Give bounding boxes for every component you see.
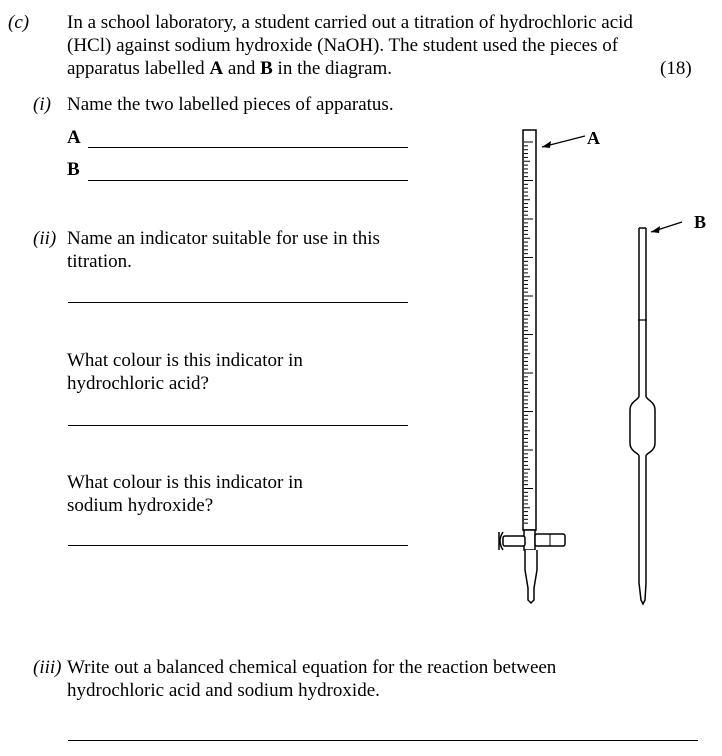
- part-label: (c): [8, 12, 30, 33]
- diagram-label-a: A: [587, 128, 600, 148]
- marks: (18): [660, 58, 692, 79]
- base-colour-answer-line[interactable]: [68, 545, 408, 546]
- q3-text-2: hydrochloric acid and sodium hydroxide.: [67, 680, 380, 701]
- intro-line-3: apparatus labelled A and B in the diagram.: [67, 58, 393, 79]
- equation-answer-line[interactable]: [68, 740, 698, 741]
- answer-b-label: B: [67, 159, 80, 180]
- burette: [499, 130, 565, 603]
- acid-question-2: hydrochloric acid?: [67, 373, 209, 394]
- diagram-label-b: B: [694, 212, 707, 232]
- q1-label: (i): [33, 94, 51, 115]
- intro-line-1: In a school laboratory, a student carried out a titration of hydrochloric acid: [67, 12, 633, 33]
- q2-label: (ii): [33, 228, 57, 249]
- base-question-1: What colour is this indicator in: [67, 472, 303, 493]
- q3-label: (iii): [33, 657, 62, 678]
- answer-a-line[interactable]: [88, 147, 408, 148]
- indicator-answer-line[interactable]: [68, 302, 408, 303]
- acid-colour-answer-line[interactable]: [68, 425, 408, 426]
- pipette: [630, 228, 655, 604]
- acid-question-1: What colour is this indicator in: [67, 350, 303, 371]
- q3-text-1: Write out a balanced chemical equation for the reaction between: [67, 657, 557, 678]
- apparatus-diagram: [470, 118, 722, 613]
- q2-text-1: Name an indicator suitable for use in this: [67, 228, 380, 249]
- answer-a-label: A: [67, 127, 81, 148]
- answer-b-line[interactable]: [88, 180, 408, 181]
- intro-line-2: (HCl) against sodium hydroxide (NaOH). The student used the pieces of: [67, 35, 619, 56]
- base-question-2: sodium hydroxide?: [67, 495, 214, 516]
- q1-text: Name the two labelled pieces of apparatus.: [67, 94, 394, 115]
- q2-text-2: titration.: [67, 251, 132, 272]
